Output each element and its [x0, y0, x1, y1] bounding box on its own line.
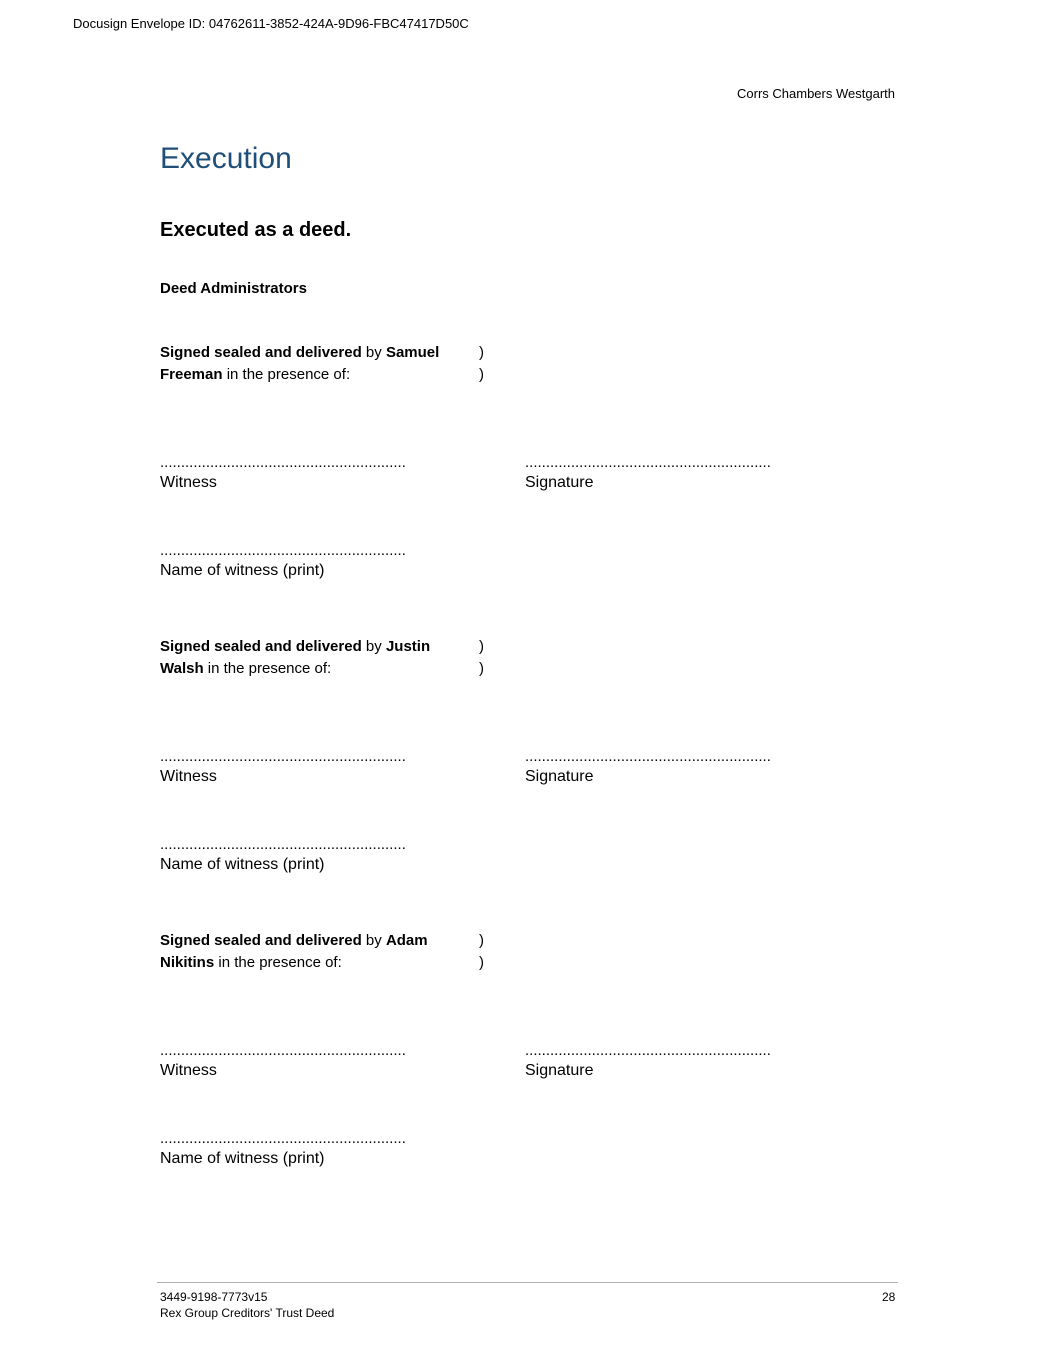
bracket: )	[479, 366, 484, 383]
signatory-first-name: Samuel	[385, 344, 440, 361]
bracket: )	[479, 344, 484, 361]
witness-name-label: Name of witness (print)	[160, 1150, 325, 1167]
signatory-block-samuel-freeman	[160, 342, 860, 582]
signing-clause	[160, 930, 428, 974]
bracket: )	[479, 660, 484, 677]
bracket: )	[479, 954, 484, 971]
page-number: 28	[882, 1290, 896, 1304]
document-name: Rex Group Creditors' Trust Deed	[160, 1306, 335, 1320]
docusign-envelope-id: Docusign Envelope ID: 04762611-3852-424A-9D96-FBC47417D50C	[73, 16, 469, 31]
section-heading-deed-administrators: Deed Administrators	[160, 280, 307, 297]
page-title: Execution	[160, 142, 292, 175]
signature-label: Signature	[525, 1062, 594, 1079]
signing-clause-presence: in the presence of:	[214, 954, 342, 971]
witness-label: Witness	[160, 768, 217, 785]
signing-clause-lead: Signed sealed and delivered	[160, 932, 362, 949]
footer-divider	[157, 1282, 898, 1283]
signing-clause-by: by	[361, 638, 386, 655]
signing-clause-presence: in the presence of:	[203, 660, 332, 677]
witness-label: Witness	[160, 474, 217, 491]
signing-clause	[160, 636, 430, 680]
witness-signature-line[interactable]: ...........................................................	[160, 454, 406, 471]
signatory-block-justin-walsh	[160, 636, 860, 876]
bracket-column	[479, 930, 484, 974]
signatory-signature-line[interactable]: ...........................................................	[525, 748, 771, 765]
signing-clause-by: by	[361, 932, 386, 949]
signature-label: Signature	[525, 474, 594, 491]
witness-signature-line[interactable]: ...........................................................	[160, 1042, 406, 1059]
signature-label: Signature	[525, 768, 594, 785]
bracket: )	[479, 932, 484, 949]
signatory-first-name: Justin	[385, 638, 431, 655]
signatory-signature-line[interactable]: ...........................................................	[525, 454, 771, 471]
signatory-last-name: Freeman	[160, 366, 223, 383]
signing-clause-lead: Signed sealed and delivered	[160, 638, 362, 655]
document-number: 3449-9198-7773v15	[160, 1290, 268, 1304]
bracket-column	[479, 342, 484, 386]
witness-name-line[interactable]: ...........................................................	[160, 1130, 406, 1147]
signatory-first-name: Adam	[385, 932, 428, 949]
signing-clause	[160, 342, 439, 386]
signatory-signature-line[interactable]: ...........................................................	[525, 1042, 771, 1059]
executed-as-deed-heading: Executed as a deed.	[160, 219, 352, 241]
witness-name-line[interactable]: ...........................................................	[160, 836, 406, 853]
signatory-block-adam-nikitins	[160, 930, 860, 1170]
witness-name-label: Name of witness (print)	[160, 562, 325, 579]
witness-name-line[interactable]: ...........................................................	[160, 542, 406, 559]
signing-clause-lead: Signed sealed and delivered	[160, 344, 362, 361]
bracket: )	[479, 638, 484, 655]
witness-name-label: Name of witness (print)	[160, 856, 325, 873]
witness-signature-line[interactable]: ...........................................................	[160, 748, 406, 765]
witness-label: Witness	[160, 1062, 217, 1079]
signatory-last-name: Walsh	[160, 660, 204, 677]
firm-name: Corrs Chambers Westgarth	[737, 86, 895, 101]
signatory-last-name: Nikitins	[160, 954, 215, 971]
signing-clause-presence: in the presence of:	[222, 366, 351, 383]
bracket-column	[479, 636, 484, 680]
signing-clause-by: by	[361, 344, 386, 361]
